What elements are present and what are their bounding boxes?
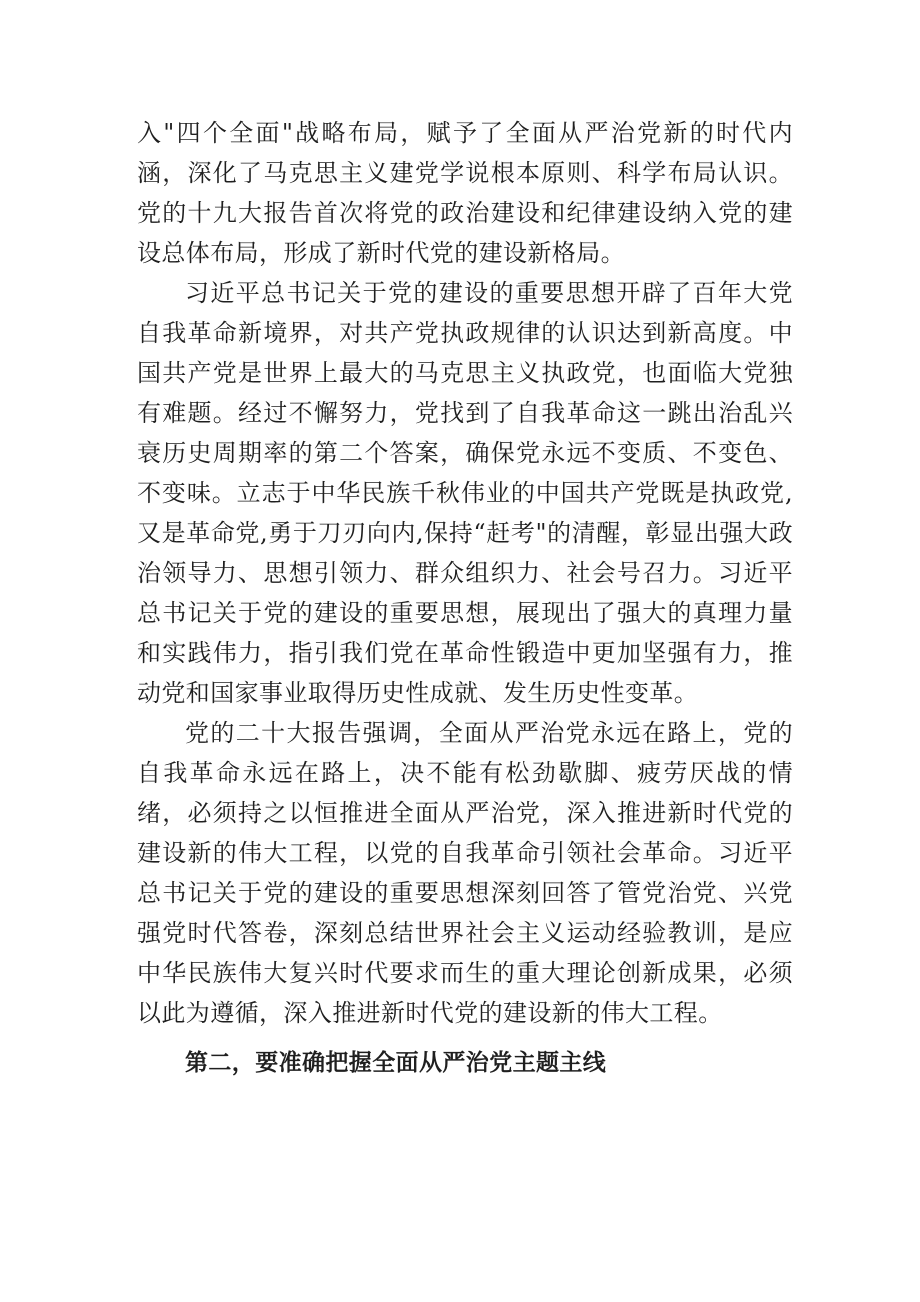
section-heading: 第二，要准确把握全面从严治党主题主线	[185, 1050, 607, 1076]
paragraph: 党的二十大报告强调，全面从严治党永远在路上，党的自我革命永远在路上，决不能有松劲歇脚、疲劳厌战的情绪，必须持之以恒推进全面从严治党，深入推进新时代党的建设新的伟大工程，以党的自我革命引领社会革命。习近平总书记关于党的建设的重要思想深刻回答了管党治党、兴党强党时代答卷，深刻总结世界社会主义运动经验教训，是应中华民族伟大复兴时代要求而生的重大理论创新成果，必须以此为遵循，深入推进新时代党的建设新的伟大工程。	[137, 719, 793, 1027]
paragraph: 习近平总书记关于党的建设的重要思想开辟了百年大党自我革命新境界，对共产党执政规律的认识达到新高度。中国共产党是世界上最大的马克思主义执政党，也面临大党独有难题。经过不懈努力，党找到了自我革命这一跳出治乱兴衰历史周期率的第二个答案，确保党永远不变质、不变色、不变味。立志于中华民族千秋伟业的中国共产党既是执政党,又是革命党,勇于刀刃向内,保持“赶考"的清醒，彰显出强大政治领导力、思想引领力、群众组织力、社会号召力。习近平总书记关于党的建设的重要思想，展现出了强大的真理力量和实践伟力，指引我们党在革命性锻造中更加坚强有力，推动党和国家事业取得历史性成就、发生历史性变革。	[137, 279, 793, 707]
document-body	[137, 113, 793, 1083]
paragraph-continuation: 入"四个全面"战略布局，赋予了全面从严治党新的时代内涵，深化了马克思主义建党学说根本原则、科学布局认识。党的十九大报告首次将党的政治建设和纪律建设纳入党的建设总体布局，形成了新时代党的建设新格局。	[137, 119, 793, 267]
